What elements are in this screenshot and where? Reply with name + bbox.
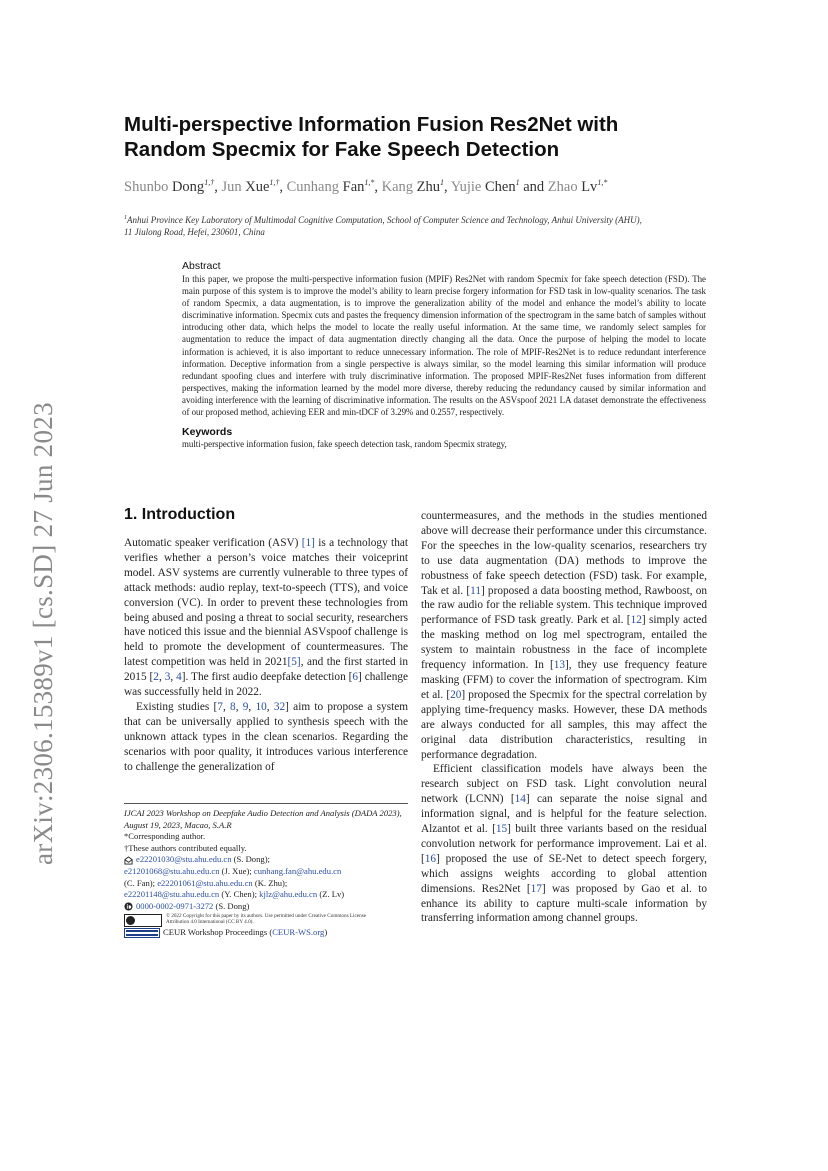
intro-paragraph-4: Efficient classification models have always been the research subject on FSD task. Light convolution neural network (LCNN) [14] can separate the noise signal and information signal, and is helpful for the feature selection. Alzantot et al. [15] built three variants based on the residual convolution network for performance improvement. Lai et al. [16] proposed the use of SE-Net to detect speech forgery, which assigns weights according to global attention dimensions. Res2Net [17] was proposed by Gao et al. to enhance its ability to capture multi-scale information by transferring information among channel groups. [421, 763, 707, 925]
orcid-icon [124, 902, 133, 911]
arxiv-identifier [8, 360, 64, 870]
author-first-name: Zhao [547, 178, 582, 195]
author-last-name: Lv [581, 178, 598, 195]
citation-link[interactable]: 7 [217, 700, 223, 713]
author-marks: 1,† [204, 178, 215, 187]
email-link-dong[interactable]: e22201030@stu.ahu.edu.cn [136, 854, 232, 865]
email-icon [124, 856, 133, 865]
citation-link[interactable]: 14 [514, 793, 526, 806]
abstract-text: In this paper, we propose the multi-perspective information fusion (MPIF) Res2Net with random Specmix for fake speech detection (FSD). The main purpose of this system is to improve the model’s ability to learn precise forgery information for FSD task in low-quality scenarios. The task of random Specmix, a data augmentation, is to improve the generalization ability of the model and enhance the model’s ability to locate discriminative information. Specmix cuts and pastes the frequency dimension information of the spectrogram in the same batch of samples without introducing other data, which helps the model to locate the really useful information. At the same time, we randomly select samples for augmentation to reduce the impact of data augmentation directly changing all the data. Once the purpose of helping the model to locate information is achieved, it is also important to reduce unnecessary information. The role of MPIF-Res2Net is to reduce redundant interference information. Deceptive information from a single perspective is always similar, so the model learning this similar information will produce redundant spoofing clues and interfere with truly discriminative information. The proposed MPIF-Res2Net fuses information from different perspectives, making the information learned by the model more diverse, thereby reducing the redundancy caused by similar information and avoiding interference with the learning of discriminative information. The results on the ASVspoof 2021 LA dataset demonstrate the effectiveness of our proposed method, achieving EER and min-tDCF of 3.29% and 0.2557, respectively. [182, 274, 706, 418]
citation-link[interactable]: 32 [273, 700, 286, 713]
ceur-label-end: ) [324, 927, 328, 938]
author [124, 179, 214, 195]
author-first-name: Shunbo [124, 178, 172, 195]
email-row-1 [124, 854, 416, 866]
email-owner-chen: (Y. Chen); [219, 889, 260, 900]
email-link-xue[interactable]: e21201068@stu.ahu.edu.cn [124, 865, 220, 876]
orcid-row [124, 901, 416, 913]
email-link-fan[interactable]: cunhang.fan@ahu.edu.cn [253, 865, 342, 876]
email-link-lv[interactable]: kjlz@ahu.edu.cn [259, 889, 318, 900]
citation-link[interactable]: 17 [530, 882, 542, 895]
citation-link[interactable]: 4 [176, 671, 182, 684]
citation-link[interactable]: 2 [153, 671, 159, 684]
author-marks: 1,* [597, 178, 608, 187]
email-owner-zhu: (K. Zhu); [252, 877, 288, 888]
footnotes [124, 808, 416, 939]
author-marks: 1 [440, 178, 445, 187]
author-list: Shunbo Dong$^{1,\dagger}$, Jun Xue$^{1,\dagger}$, Cunhang Fan$^{1,*}$, Kang Zhu$^1$, Yujie Chen$^1$ and Zhao $Lv^{1,*}$ [124, 178, 608, 195]
title-line-1: Multi-perspective Information Fusion Res2Net with [124, 113, 619, 136]
title-line-2: Random Specmix for Fake Speech Detection [124, 138, 560, 161]
email-owner-lv: (Z. Lv) [317, 889, 345, 900]
citation-link[interactable]: 15 [495, 823, 508, 836]
author-marks: 1 [515, 178, 520, 187]
orcid-link[interactable]: 0000-0002-0971-3272 [136, 900, 214, 911]
author-last-name: Xue [245, 178, 270, 195]
citation-link[interactable]: 20 [450, 688, 462, 701]
citation-link[interactable]: 12 [630, 614, 642, 627]
citation-link[interactable]: 9 [242, 700, 249, 713]
license-row [124, 913, 416, 927]
citation-link[interactable]: 10 [255, 700, 267, 713]
citation-link[interactable]: 8 [230, 700, 236, 713]
orcid-owner: (S. Dong) [213, 900, 250, 911]
equal-contribution-note: †These authors contributed equally. [124, 842, 247, 853]
ceur-logo-icon [124, 928, 160, 938]
paper-title [124, 112, 724, 162]
intro-paragraph-2: Existing studies [7, 8, 9, 10, 32] aim to propose a system that can be universally applied to synthesis speech with the unknown attack types in the clean scenarios. Regarding the scenarios with poor quality, it introduces various interference to challenge the generalization of [124, 700, 409, 773]
arxiv-id-text: arXiv:2306.15389v1 [cs.SD] 27 Jun 2023 [28, 402, 58, 865]
author [221, 179, 279, 195]
author-marks: 1,* [364, 178, 375, 187]
license-line-2: Attribution 4.0 International (CC BY 4.0). [166, 919, 254, 926]
left-column [124, 536, 408, 775]
keywords-text: multi-perspective information fusion, fake speech detection task, random Specmix strategy, [182, 439, 507, 450]
author-first-name: Jun [221, 178, 246, 195]
ceur-link[interactable]: CEUR-WS.org [272, 927, 325, 938]
email-owner-xue: (J. Xue); [219, 865, 254, 876]
citation-link[interactable]: [1] [301, 537, 315, 549]
cc-by-badge-icon [124, 914, 162, 927]
right-column [421, 509, 707, 926]
email-row-3 [124, 878, 416, 890]
citation-link[interactable]: 6 [352, 671, 359, 684]
author-marks: 1,† [269, 178, 280, 187]
license-line-1: © 2022 Copyright for this paper by its authors. Use permitted under Creative Commons License [166, 913, 367, 920]
section-heading-introduction: 1. Introduction [124, 506, 236, 523]
email-row-4 [124, 889, 416, 901]
ceur-label: CEUR Workshop Proceedings ( [163, 927, 273, 938]
author-last-name: Chen [484, 178, 516, 195]
intro-paragraph-1: Automatic speaker verification (ASV) [1] is a technology that verifies whether a person’s voice matches their voiceprint model. ASV systems are currently vulnerable to three types of attack methods: audio replay, text-to-speech (TTS), and voice conversion (VC). In order to prevent these technologies from being abused and posing a threat to social security, researchers have noticed this issue and the biennial ASVspoof challenge is held to promote the development of countermeasures. The latest competition was held in 2021[5], and the first started in 2015 [2, 3, 4]. The first audio deepfake detection [6] challenge was successfully held in 2022. [124, 537, 409, 699]
keywords-heading: Keywords [182, 426, 233, 439]
email-row-2 [124, 866, 416, 878]
author-first-name: Yujie [450, 178, 485, 195]
footnote-rule [124, 803, 408, 804]
affiliation-line-2: 11 Jiulong Road, Hefei, 230601, China [124, 227, 265, 237]
author [548, 179, 608, 195]
affiliation [124, 212, 714, 238]
abstract-block [182, 260, 706, 450]
citation-link[interactable]: [5] [287, 656, 301, 669]
citation-link[interactable]: 16 [424, 852, 437, 865]
email-owner-dong: (S. Dong); [231, 854, 270, 865]
author [451, 179, 520, 195]
email-owner-fan: (C. Fan); [124, 877, 158, 888]
affiliation-mark: 1 [124, 215, 127, 221]
license-text [166, 913, 416, 925]
abstract-heading: Abstract [182, 260, 221, 272]
author [287, 179, 375, 195]
email-link-chen[interactable]: e22201148@stu.ahu.edu.cn [124, 889, 220, 900]
author-last-name: Dong [171, 178, 205, 195]
email-link-zhu[interactable]: e22201061@stu.ahu.edu.cn [157, 877, 253, 888]
citation-link[interactable]: 11 [470, 584, 482, 597]
author-first-name: Cunhang [286, 178, 343, 195]
citation-link[interactable]: 3 [164, 671, 171, 684]
author [382, 179, 444, 195]
author-first-name: Kang [381, 178, 417, 195]
workshop-note: IJCAI 2023 Workshop on Deepfake Audio Detection and Analysis (DADA 2023), August 19, 2023, Macao, S.A.R [124, 808, 402, 830]
corresponding-note: *Corresponding author. [124, 831, 206, 842]
intro-paragraph-3: countermeasures, and the methods in the studies mentioned above will decrease their performance under this circumstance. For the speeches in the low-quality scenarios, researchers try to use data augmentation (DA) methods to improve the robustness of fake speech detection (FSD) task. For example, Tak et al. [11] proposed a data boosting method, Rawboost, on the raw audio for the reliable system. This technique improved performance of FSD task greatly. Park et al. [12] simply acted the masking method on log mel spectrogram, entailed the system to maintain robustness in the face of incomplete frequency information. In [13], they use frequency feature masking (FFM) to cover the information of spectrogram. Kim et al. [20] proposed the Specmix for the spectral correlation by applying time-frequency masks. However, these DA methods are always conducted for all samples, this may affect the original data distribution characteristics, resulting in performance degradation. [421, 510, 708, 761]
author-last-name: Fan [342, 178, 365, 195]
citation-link[interactable]: 13 [553, 659, 566, 672]
affiliation-line-1: Anhui Province Key Laboratory of Multimodal Cognitive Computation, School of Computer Science and Technology, Anhui University (AHU), [127, 215, 642, 225]
ceur-row [124, 927, 416, 939]
author-last-name: Zhu [416, 178, 441, 195]
